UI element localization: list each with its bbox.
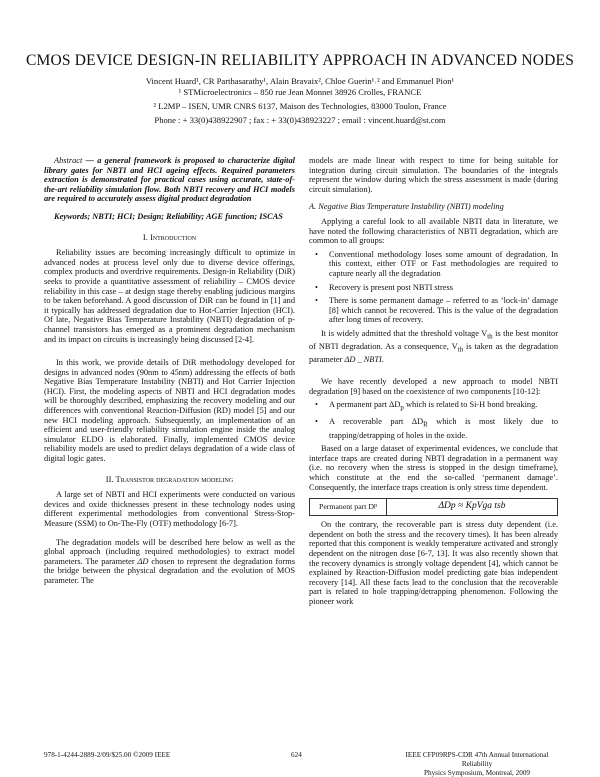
section-2-heading: II. Transistor degradation modeling [105,473,234,484]
abstract [44,156,295,204]
keywords: Keywords; NBTI; HCI; Design; Reliability; AGE function; ISCAS [54,211,283,221]
affiliation-1: ¹ STMicroelectronics – 850 rue Jean Monnet 38926 Crolles, FRANCE [178,87,422,97]
equation-label: Permanent part D p [310,499,387,515]
right-paragraph-0: models are made linear with respect to time for being suitable for integration during circuit simulation. The boundaries of the integrals represent the window during which the stress assessment is made (during circuit simulation). [309,156,558,194]
equation [387,499,557,515]
intro-paragraph-2: In this work, we provide details of DiR methodology developed for designs in advanced nodes (90nm to 45nm) addressing the effects of both Negative Bias Temperature Instability (NBTI) and Hot Carrier Injection (HCI). First, the modeling aspects of NBTI and HCI degradation modes will be thoroughly described, emphasizing the recovery modeling and our differences with conventional Reaction-Diffusion (RD) model [5] and our new HCI modeling approach. Subsequently, an implementation of an efficient and user-friendly reliability simulation engine inside the analog simulator ELDO is elaborated. Finally, implemented CMOS device reliability models are used to predict delays degradation of a wide class of digital logic gates. [44,358,295,464]
abstract-text: — a general framework is proposed to characterize digital library gates for NBTI and HCI ageing effects. Required parameters extraction is demonstrated for practical cases using accurate, state-of-the-art reliability simulation flow. Both NBTI recovery and HCI models are required to accurately assess digital product degradation [44,156,295,204]
list-item: • There is some permanent damage – referred to as ‘lock-in’ damage [8] which cannot be recovered. This is the value of the degradation after long times of recovery. [329,296,558,325]
list-item: • Recovery is present post NBTI stress [329,283,558,293]
abstract-label: Abstract [54,156,83,165]
intro-paragraph-1: Reliability issues are becoming increasingly difficult to optimize in advanced nodes at process level only due to diverse device offerings, complex products and overdrive requirements. Design-in Reliability (DiR) seeks to provide a quantitative assessment of reliability – CMOS device reliability in this case – at design stage thereby enabling judicious margins to be taken beforehand. A good discussion of DiR can be found in [1] and it typically has addressed degradation due to Hot-Carrier Injection (HCI). Of late, Negative Bias Temperature Instability (NBTI) degradation of p-channel transistors has emerged as a prominent degradation mechanism and its impact on circuits is increasingly being discussed [2-4]. [44,248,295,344]
list-item: • A permanent part $\Delta D_p$ which is related to Si-H bond breaking. [329,400,558,413]
footer-conference: IEEE CFP09RPS-CDR 47th Annual International Reliability Physics Symposium, Montreal, 2009 [405,751,549,777]
nbti-paragraph-4: Based on a large dataset of experimental evidences, we conclude that interface traps are created during NBTI degradation in a permanent way (i.e. no recovery when the stress is stopped in the design timeframe), which constitute at the end the so-called ‘permanent damage’. Consequently, the interface traps creation is only stress time dependent. [309,444,558,492]
delta-d-symbol: ΔD [137,556,149,566]
nbti-paragraph-5: On the contrary, the recoverable part is stress duty dependent (i.e. dependent on both the stress and the recovery times). It has been already reported that this component is weakly temperature activated and strongly dependent on the nitrogen dose [6-7, 13]. It was also recently shown that the recovery dynamics is strongly voltage dependent [4], which cannot be explained by Reaction-Diffusion model predicting gate bias independent recovery [14]. All these facts lead to the conclusion that the recoverable part is related to hole trapping/detrapping phenomenon. Following the pioneer work [309,520,558,606]
equation-table [309,498,558,516]
nbti-paragraph-3: We have recently developed a new approach to model NBTI degradation [9] based on the coexistence of two components [10-12]: [309,377,558,396]
modeling-paragraph-2: The degradation models will be described here below as well as the global approach (including required methodologies) to extract model parameters. The parameter ΔD chosen to represent the degradation forms the bridge between the physical degradation and the evolution of MOS parameter. The [44,537,295,585]
nbti-paragraph-1: Applying a careful look to all available NBTI data in literature, we have noted the following characteristics of NBTI degradation, which are common to all groups: [309,216,558,246]
page-number: 624 [291,751,302,759]
section-1-heading: I. Introduction [142,231,197,242]
nbti-paragraph-2: It is widely admitted that the threshold voltage $V_{th}$ is the best monitor of NBTI degradation. As a consequence, $V_{th}$ is taken as the degradation parameter ΔD _ NBTI. [309,328,558,365]
authors: Vincent Huard¹, CR Parthasarathy¹, Alain Bravaix², Chloe Guerin¹˒² and Emmanuel Pion¹ [145,76,455,86]
contact-line: Phone : + 33(0)438922907 ; fax : + 33(0)438923227 ; email : vincent.huard@st.com [154,115,446,125]
affiliation-2: ² L2MP – ISEN, UMR CNRS 6137, Maison des Technologies, 83000 Toulon, France [153,101,447,111]
left-column [44,156,295,586]
footer-isbn: 978-1-4244-2889-2/09/$25.00 ©2009 IEEE [44,751,171,759]
modeling-paragraph-1: A large set of NBTI and HCI experiments were conducted on various devices and oxide thicknesses present in these technology nodes using different experimental methodologies from conventional Stress-Stop-Measure (SSM) to On-The-Fly (OTF) methodology [6-7]. [44,490,295,528]
list-item: • A recoverable part $\Delta D_R$ which is most likely due to trapping/detrapping of holes in the oxide. [329,417,558,440]
nbti-components-list [309,400,558,440]
subsection-nbti-heading: A. Negative Bias Temperature Instability (NBTI) modeling [309,202,504,212]
nbti-characteristics-list [309,250,558,325]
paper-title: CMOS DEVICE DESIGN-IN RELIABILITY APPROACH IN ADVANCED NODES [25,52,575,69]
delta-d-nbti-symbol: ΔD _ NBTI [344,355,382,365]
right-column [309,156,558,607]
list-item: • Conventional methodology loses some amount of degradation. In this context, either OTF or Fast methodologies are required to capture nearly all the degradation [329,250,558,279]
equation-text: ΔDp ≈ KpVga tsb [438,501,506,512]
